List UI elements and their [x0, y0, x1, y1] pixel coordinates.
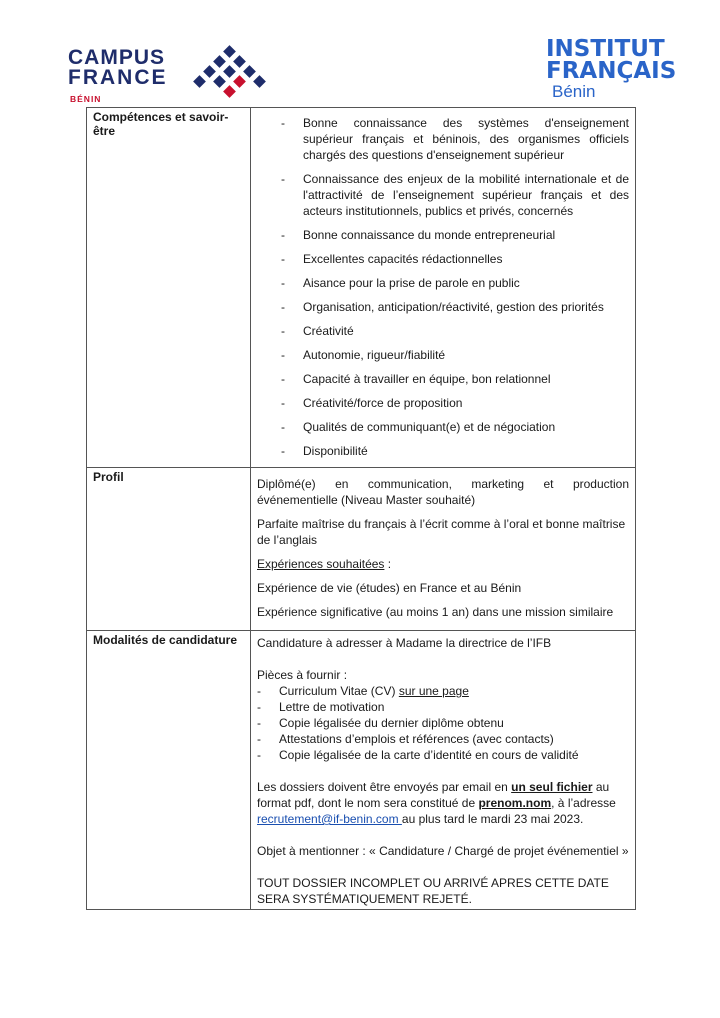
profil-languages: Parfaite maîtrise du français à l’écrit comme à l’oral et bonne maîtrise de l’anglais: [257, 517, 626, 547]
competences-row: [87, 108, 636, 468]
list-item: - Créativité/force de proposition: [281, 396, 463, 410]
competences-value: [251, 108, 636, 468]
list-item: - Aisance pour la prise de parole en public: [281, 276, 520, 290]
rejection-warning: TOUT DOSSIER INCOMPLET OU ARRIVÉ APRES CETTE DATE SERA SYSTÉMATIQUEMENT REJETÉ.: [257, 876, 609, 906]
piece-item: - Copie légalisée du dernier diplôme obtenu: [257, 716, 504, 730]
job-details-table: [86, 107, 636, 910]
piece-item: - Curriculum Vitae (CV) sur une page: [257, 684, 469, 698]
campus-france-wordmark: [68, 48, 168, 88]
modalites-value: [251, 631, 636, 910]
list-item: - Connaissance des enjeux de la mobilité internationale et de l'attractivité de l’enseignement supérieur français et des acteurs institutionnels, publics et privés, concernés: [281, 172, 629, 218]
list-item: - Excellentes capacités rédactionnelles: [281, 252, 503, 266]
piece-item: - Copie légalisée de la carte d’identité en cours de validité: [257, 748, 579, 762]
campus-word: CAMPUS: [68, 46, 166, 69]
modalites-intro: Candidature à adresser à Madame la directrice de l’IFB: [257, 636, 552, 650]
piece-item: - Attestations d’emplois et références (avec contacts): [257, 732, 554, 746]
institut-country: Bénin: [552, 82, 596, 101]
francais-word: FRANÇAIS: [546, 58, 677, 84]
list-item: - Créativité: [281, 324, 354, 338]
list-item: - Organisation, anticipation/réactivité, gestion des priorités: [281, 300, 604, 314]
list-item: - Bonne connaissance des systèmes d'enseignement supérieur français et béninois, des organismes officiels chargés des questions d'enseignement supérieur: [281, 116, 629, 162]
pieces-title: Pièces à fournir :: [257, 668, 348, 682]
profil-experience-2: Expérience significative (au moins 1 an) dans une mission similaire: [257, 605, 614, 619]
list-item: - Autonomie, rigueur/fiabilité: [281, 348, 446, 362]
piece-item: - Lettre de motivation: [257, 700, 385, 714]
profil-row: [87, 468, 636, 631]
profil-diploma: Diplômé(e) en communication, marketing et production événementielle (Niveau Master souhaité): [257, 477, 629, 507]
email-link[interactable]: recrutement@if-benin.com: [257, 812, 402, 826]
competences-label: Compétences et savoir-être: [87, 108, 251, 468]
institut-francais-logo: [546, 38, 676, 108]
submission-instructions: Les dossiers doivent être envoyés par email en un seul fichier au format pdf, dont le nom sera constitué de prenom.nom, à l’adresse recrutement@if-benin.com au plus tard le mardi 23 mai 2023.: [257, 780, 616, 826]
subject-line: Objet à mentionner : « Candidature / Chargé de projet événementiel »: [257, 844, 629, 858]
list-item: - Capacité à travailler en équipe, bon relationnel: [281, 372, 551, 386]
profil-value: [251, 468, 636, 631]
campus-france-logo: [68, 48, 288, 108]
profil-label: Profil: [87, 468, 251, 631]
france-word: FRANCE: [68, 66, 168, 89]
profil-experience-heading: Expériences souhaitées :: [257, 557, 392, 571]
list-item: - Disponibilité: [281, 444, 368, 458]
campus-france-country: BÉNIN: [70, 94, 102, 104]
modalites-label: Modalités de candidature: [87, 631, 251, 910]
institut-word: INSTITUT: [546, 36, 665, 62]
campus-france-diamond-mark: [184, 45, 276, 103]
list-item: - Qualités de communiquant(e) et de négociation: [281, 420, 556, 434]
list-item: - Bonne connaissance du monde entrepreneurial: [281, 228, 556, 242]
modalites-row: [87, 631, 636, 910]
profil-experience-1: Expérience de vie (études) en France et au Bénin: [257, 581, 522, 595]
